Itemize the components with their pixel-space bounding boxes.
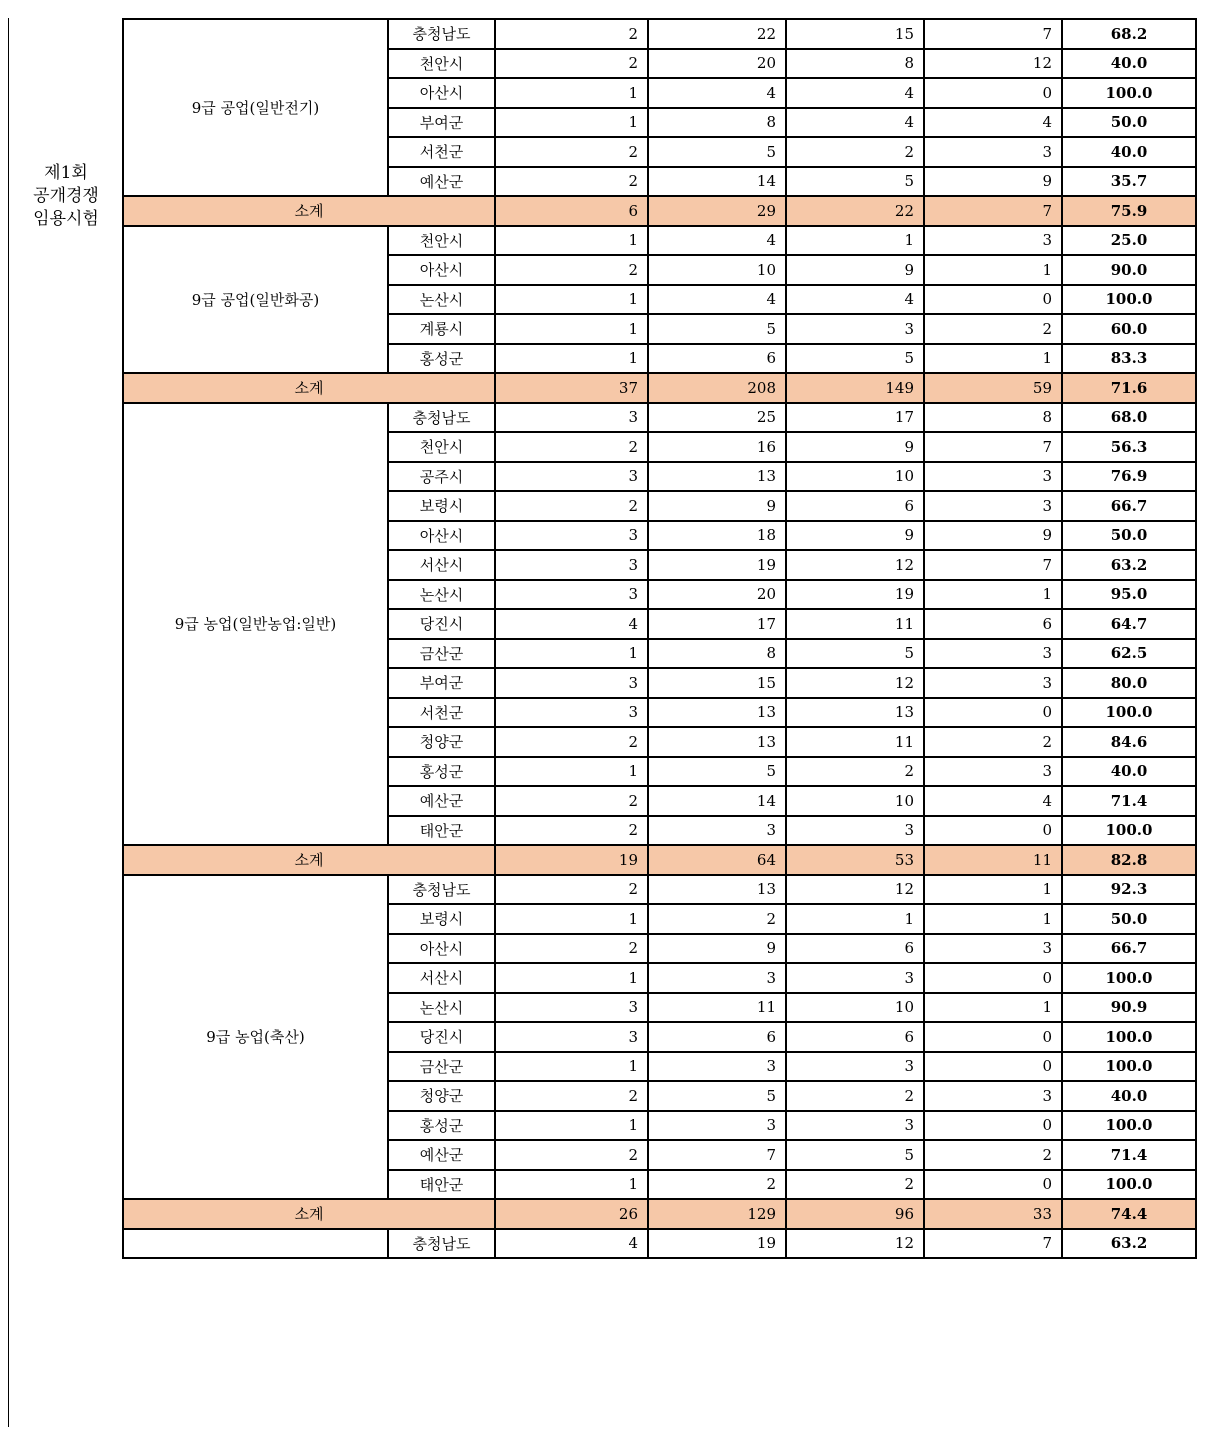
number-cell: 1 xyxy=(495,285,648,315)
number-cell: 2 xyxy=(495,786,648,816)
number-cell: 0 xyxy=(924,1022,1062,1052)
rate-cell: 35.7 xyxy=(1062,167,1196,197)
rate-cell: 71.4 xyxy=(1062,1140,1196,1170)
number-cell: 2 xyxy=(786,137,924,167)
region-cell: 천안시 xyxy=(388,432,495,462)
region-cell: 천안시 xyxy=(388,226,495,256)
subtotal-number-cell: 96 xyxy=(786,1199,924,1229)
number-cell: 22 xyxy=(648,19,786,49)
subtotal-rate-cell: 82.8 xyxy=(1062,845,1196,875)
rate-cell: 60.0 xyxy=(1062,314,1196,344)
number-cell: 3 xyxy=(495,403,648,433)
number-cell: 1 xyxy=(786,226,924,256)
number-cell: 6 xyxy=(648,344,786,374)
number-cell: 5 xyxy=(786,344,924,374)
subtotal-label: 소계 xyxy=(123,1199,495,1229)
number-cell: 17 xyxy=(786,403,924,433)
number-cell: 7 xyxy=(924,550,1062,580)
rate-cell: 63.2 xyxy=(1062,1229,1196,1259)
number-cell: 9 xyxy=(786,521,924,551)
region-cell: 충청남도 xyxy=(388,1229,495,1259)
number-cell: 1 xyxy=(495,1052,648,1082)
number-cell: 4 xyxy=(924,108,1062,138)
rate-cell: 66.7 xyxy=(1062,934,1196,964)
subtotal-row xyxy=(123,373,1196,403)
rate-cell: 100.0 xyxy=(1062,963,1196,993)
region-cell: 아산시 xyxy=(388,521,495,551)
region-cell: 충청남도 xyxy=(388,875,495,905)
number-cell: 0 xyxy=(924,285,1062,315)
number-cell: 2 xyxy=(786,1170,924,1200)
number-cell: 3 xyxy=(495,668,648,698)
number-cell: 3 xyxy=(495,550,648,580)
number-cell: 11 xyxy=(786,727,924,757)
number-cell: 0 xyxy=(924,698,1062,728)
number-cell: 12 xyxy=(786,668,924,698)
number-cell: 1 xyxy=(924,580,1062,610)
subtotal-row xyxy=(123,196,1196,226)
number-cell: 3 xyxy=(786,963,924,993)
number-cell: 10 xyxy=(648,255,786,285)
table-row xyxy=(123,19,1196,49)
rate-cell: 40.0 xyxy=(1062,49,1196,79)
number-cell: 1 xyxy=(495,1111,648,1141)
region-cell: 서산시 xyxy=(388,550,495,580)
number-cell: 9 xyxy=(786,255,924,285)
region-cell: 논산시 xyxy=(388,993,495,1023)
subtotal-number-cell: 208 xyxy=(648,373,786,403)
number-cell: 15 xyxy=(648,668,786,698)
rate-cell: 50.0 xyxy=(1062,904,1196,934)
number-cell: 1 xyxy=(495,78,648,108)
rate-cell: 50.0 xyxy=(1062,521,1196,551)
region-cell: 예산군 xyxy=(388,786,495,816)
number-cell: 13 xyxy=(648,462,786,492)
number-cell: 1 xyxy=(924,993,1062,1023)
number-cell: 14 xyxy=(648,167,786,197)
number-cell: 2 xyxy=(495,934,648,964)
region-cell: 홍성군 xyxy=(388,344,495,374)
number-cell: 3 xyxy=(786,1111,924,1141)
number-cell: 3 xyxy=(786,816,924,846)
subtotal-number-cell: 19 xyxy=(495,845,648,875)
region-cell: 홍성군 xyxy=(388,757,495,787)
number-cell: 10 xyxy=(786,462,924,492)
subtotal-number-cell: 7 xyxy=(924,196,1062,226)
region-cell: 예산군 xyxy=(388,1140,495,1170)
category-cell: 9급 공업(일반전기) xyxy=(123,19,388,196)
number-cell: 3 xyxy=(924,639,1062,669)
region-cell: 금산군 xyxy=(388,1052,495,1082)
number-cell: 12 xyxy=(786,550,924,580)
number-cell: 5 xyxy=(786,167,924,197)
number-cell: 2 xyxy=(924,314,1062,344)
number-cell: 25 xyxy=(648,403,786,433)
subtotal-row xyxy=(123,1199,1196,1229)
subtotal-number-cell: 29 xyxy=(648,196,786,226)
results-table xyxy=(122,18,1197,1259)
number-cell: 0 xyxy=(924,816,1062,846)
rate-cell: 100.0 xyxy=(1062,816,1196,846)
region-cell: 충청남도 xyxy=(388,403,495,433)
number-cell: 2 xyxy=(495,167,648,197)
number-cell: 7 xyxy=(924,19,1062,49)
number-cell: 19 xyxy=(648,550,786,580)
number-cell: 5 xyxy=(786,639,924,669)
number-cell: 7 xyxy=(924,1229,1062,1259)
number-cell: 1 xyxy=(924,255,1062,285)
number-cell: 6 xyxy=(924,609,1062,639)
number-cell: 3 xyxy=(648,963,786,993)
subtotal-number-cell: 37 xyxy=(495,373,648,403)
number-cell: 5 xyxy=(786,1140,924,1170)
number-cell: 2 xyxy=(495,255,648,285)
region-cell: 청양군 xyxy=(388,1081,495,1111)
number-cell: 2 xyxy=(495,1081,648,1111)
number-cell: 15 xyxy=(786,19,924,49)
category-cell xyxy=(123,1229,388,1259)
number-cell: 6 xyxy=(786,491,924,521)
number-cell: 11 xyxy=(786,609,924,639)
subtotal-label: 소계 xyxy=(123,373,495,403)
rate-cell: 83.3 xyxy=(1062,344,1196,374)
number-cell: 8 xyxy=(648,639,786,669)
number-cell: 0 xyxy=(924,1052,1062,1082)
number-cell: 8 xyxy=(924,403,1062,433)
number-cell: 7 xyxy=(648,1140,786,1170)
exam-side-column xyxy=(8,18,123,1427)
region-cell: 보령시 xyxy=(388,491,495,521)
number-cell: 10 xyxy=(786,993,924,1023)
number-cell: 1 xyxy=(495,757,648,787)
region-cell: 태안군 xyxy=(388,1170,495,1200)
subtotal-rate-cell: 74.4 xyxy=(1062,1199,1196,1229)
rate-cell: 80.0 xyxy=(1062,668,1196,698)
number-cell: 13 xyxy=(648,698,786,728)
rate-cell: 62.5 xyxy=(1062,639,1196,669)
region-cell: 충청남도 xyxy=(388,19,495,49)
rate-cell: 63.2 xyxy=(1062,550,1196,580)
region-cell: 청양군 xyxy=(388,727,495,757)
number-cell: 3 xyxy=(786,314,924,344)
rate-cell: 40.0 xyxy=(1062,1081,1196,1111)
number-cell: 3 xyxy=(495,580,648,610)
number-cell: 5 xyxy=(648,314,786,344)
number-cell: 2 xyxy=(495,491,648,521)
number-cell: 9 xyxy=(786,432,924,462)
subtotal-number-cell: 33 xyxy=(924,1199,1062,1229)
subtotal-row xyxy=(123,845,1196,875)
number-cell: 7 xyxy=(924,432,1062,462)
number-cell: 3 xyxy=(924,226,1062,256)
number-cell: 2 xyxy=(495,875,648,905)
number-cell: 3 xyxy=(648,816,786,846)
subtotal-number-cell: 59 xyxy=(924,373,1062,403)
number-cell: 4 xyxy=(648,226,786,256)
number-cell: 2 xyxy=(648,1170,786,1200)
table-row xyxy=(123,226,1196,256)
number-cell: 9 xyxy=(924,167,1062,197)
number-cell: 1 xyxy=(786,904,924,934)
number-cell: 3 xyxy=(924,1081,1062,1111)
rate-cell: 40.0 xyxy=(1062,137,1196,167)
number-cell: 3 xyxy=(495,993,648,1023)
subtotal-number-cell: 64 xyxy=(648,845,786,875)
subtotal-number-cell: 53 xyxy=(786,845,924,875)
region-cell: 논산시 xyxy=(388,580,495,610)
region-cell: 서천군 xyxy=(388,698,495,728)
subtotal-label: 소계 xyxy=(123,196,495,226)
region-cell: 예산군 xyxy=(388,167,495,197)
number-cell: 3 xyxy=(648,1111,786,1141)
rate-cell: 71.4 xyxy=(1062,786,1196,816)
number-cell: 3 xyxy=(495,521,648,551)
number-cell: 2 xyxy=(495,1140,648,1170)
rate-cell: 25.0 xyxy=(1062,226,1196,256)
number-cell: 19 xyxy=(786,580,924,610)
number-cell: 13 xyxy=(648,875,786,905)
rate-cell: 40.0 xyxy=(1062,757,1196,787)
number-cell: 4 xyxy=(786,285,924,315)
rate-cell: 100.0 xyxy=(1062,698,1196,728)
number-cell: 4 xyxy=(648,78,786,108)
number-cell: 1 xyxy=(495,108,648,138)
number-cell: 4 xyxy=(924,786,1062,816)
number-cell: 2 xyxy=(786,757,924,787)
subtotal-label: 소계 xyxy=(123,845,495,875)
number-cell: 1 xyxy=(495,344,648,374)
number-cell: 0 xyxy=(924,78,1062,108)
region-cell: 천안시 xyxy=(388,49,495,79)
region-cell: 논산시 xyxy=(388,285,495,315)
subtotal-number-cell: 11 xyxy=(924,845,1062,875)
table-row xyxy=(123,875,1196,905)
region-cell: 공주시 xyxy=(388,462,495,492)
number-cell: 3 xyxy=(495,462,648,492)
number-cell: 3 xyxy=(924,137,1062,167)
number-cell: 19 xyxy=(648,1229,786,1259)
region-cell: 부여군 xyxy=(388,108,495,138)
category-cell: 9급 농업(축산) xyxy=(123,875,388,1200)
rate-cell: 92.3 xyxy=(1062,875,1196,905)
number-cell: 6 xyxy=(786,934,924,964)
number-cell: 2 xyxy=(495,49,648,79)
number-cell: 5 xyxy=(648,1081,786,1111)
subtotal-number-cell: 149 xyxy=(786,373,924,403)
number-cell: 4 xyxy=(786,108,924,138)
region-cell: 홍성군 xyxy=(388,1111,495,1141)
number-cell: 8 xyxy=(786,49,924,79)
region-cell: 보령시 xyxy=(388,904,495,934)
number-cell: 2 xyxy=(648,904,786,934)
rate-cell: 95.0 xyxy=(1062,580,1196,610)
number-cell: 4 xyxy=(495,609,648,639)
number-cell: 17 xyxy=(648,609,786,639)
number-cell: 1 xyxy=(495,1170,648,1200)
number-cell: 2 xyxy=(495,727,648,757)
number-cell: 20 xyxy=(648,49,786,79)
number-cell: 2 xyxy=(924,1140,1062,1170)
number-cell: 8 xyxy=(648,108,786,138)
table-row xyxy=(123,403,1196,433)
number-cell: 1 xyxy=(495,963,648,993)
number-cell: 2 xyxy=(495,816,648,846)
number-cell: 9 xyxy=(648,934,786,964)
results-body xyxy=(123,19,1196,1258)
number-cell: 1 xyxy=(495,226,648,256)
region-cell: 아산시 xyxy=(388,934,495,964)
region-cell: 계룡시 xyxy=(388,314,495,344)
number-cell: 11 xyxy=(648,993,786,1023)
region-cell: 서천군 xyxy=(388,137,495,167)
number-cell: 2 xyxy=(495,137,648,167)
number-cell: 6 xyxy=(648,1022,786,1052)
subtotal-number-cell: 26 xyxy=(495,1199,648,1229)
subtotal-number-cell: 129 xyxy=(648,1199,786,1229)
number-cell: 12 xyxy=(786,875,924,905)
number-cell: 14 xyxy=(648,786,786,816)
number-cell: 5 xyxy=(648,137,786,167)
rate-cell: 50.0 xyxy=(1062,108,1196,138)
number-cell: 0 xyxy=(924,1111,1062,1141)
number-cell: 2 xyxy=(495,432,648,462)
number-cell: 2 xyxy=(786,1081,924,1111)
rate-cell: 90.9 xyxy=(1062,993,1196,1023)
number-cell: 3 xyxy=(924,462,1062,492)
rate-cell: 68.0 xyxy=(1062,403,1196,433)
number-cell: 1 xyxy=(924,344,1062,374)
exam-name: 제1회 공개경쟁 임용시험 xyxy=(33,163,99,229)
number-cell: 3 xyxy=(924,491,1062,521)
number-cell: 13 xyxy=(648,727,786,757)
number-cell: 0 xyxy=(924,963,1062,993)
rate-cell: 76.9 xyxy=(1062,462,1196,492)
subtotal-rate-cell: 71.6 xyxy=(1062,373,1196,403)
number-cell: 1 xyxy=(924,904,1062,934)
subtotal-rate-cell: 75.9 xyxy=(1062,196,1196,226)
number-cell: 1 xyxy=(924,875,1062,905)
number-cell: 3 xyxy=(924,757,1062,787)
number-cell: 3 xyxy=(495,698,648,728)
number-cell: 18 xyxy=(648,521,786,551)
rate-cell: 100.0 xyxy=(1062,1170,1196,1200)
number-cell: 13 xyxy=(786,698,924,728)
number-cell: 3 xyxy=(924,668,1062,698)
number-cell: 3 xyxy=(924,934,1062,964)
region-cell: 아산시 xyxy=(388,78,495,108)
region-cell: 당진시 xyxy=(388,609,495,639)
number-cell: 12 xyxy=(924,49,1062,79)
number-cell: 2 xyxy=(924,727,1062,757)
region-cell: 아산시 xyxy=(388,255,495,285)
rate-cell: 100.0 xyxy=(1062,1052,1196,1082)
number-cell: 9 xyxy=(648,491,786,521)
number-cell: 12 xyxy=(786,1229,924,1259)
subtotal-number-cell: 6 xyxy=(495,196,648,226)
number-cell: 10 xyxy=(786,786,924,816)
rate-cell: 100.0 xyxy=(1062,1111,1196,1141)
number-cell: 3 xyxy=(648,1052,786,1082)
number-cell: 9 xyxy=(924,521,1062,551)
rate-cell: 100.0 xyxy=(1062,285,1196,315)
number-cell: 5 xyxy=(648,757,786,787)
region-cell: 서산시 xyxy=(388,963,495,993)
region-cell: 태안군 xyxy=(388,816,495,846)
number-cell: 3 xyxy=(786,1052,924,1082)
rate-cell: 90.0 xyxy=(1062,255,1196,285)
number-cell: 4 xyxy=(495,1229,648,1259)
region-cell: 당진시 xyxy=(388,1022,495,1052)
number-cell: 1 xyxy=(495,314,648,344)
table-row xyxy=(123,1229,1196,1259)
rate-cell: 56.3 xyxy=(1062,432,1196,462)
rate-cell: 64.7 xyxy=(1062,609,1196,639)
rate-cell: 66.7 xyxy=(1062,491,1196,521)
rate-cell: 100.0 xyxy=(1062,1022,1196,1052)
region-cell: 금산군 xyxy=(388,639,495,669)
rate-cell: 68.2 xyxy=(1062,19,1196,49)
region-cell: 부여군 xyxy=(388,668,495,698)
number-cell: 4 xyxy=(786,78,924,108)
category-cell: 9급 농업(일반농업:일반) xyxy=(123,403,388,846)
category-cell: 9급 공업(일반화공) xyxy=(123,226,388,374)
number-cell: 3 xyxy=(495,1022,648,1052)
number-cell: 6 xyxy=(786,1022,924,1052)
number-cell: 2 xyxy=(495,19,648,49)
number-cell: 0 xyxy=(924,1170,1062,1200)
rate-cell: 84.6 xyxy=(1062,727,1196,757)
subtotal-number-cell: 22 xyxy=(786,196,924,226)
rate-cell: 100.0 xyxy=(1062,78,1196,108)
number-cell: 1 xyxy=(495,904,648,934)
number-cell: 1 xyxy=(495,639,648,669)
number-cell: 4 xyxy=(648,285,786,315)
number-cell: 16 xyxy=(648,432,786,462)
number-cell: 20 xyxy=(648,580,786,610)
